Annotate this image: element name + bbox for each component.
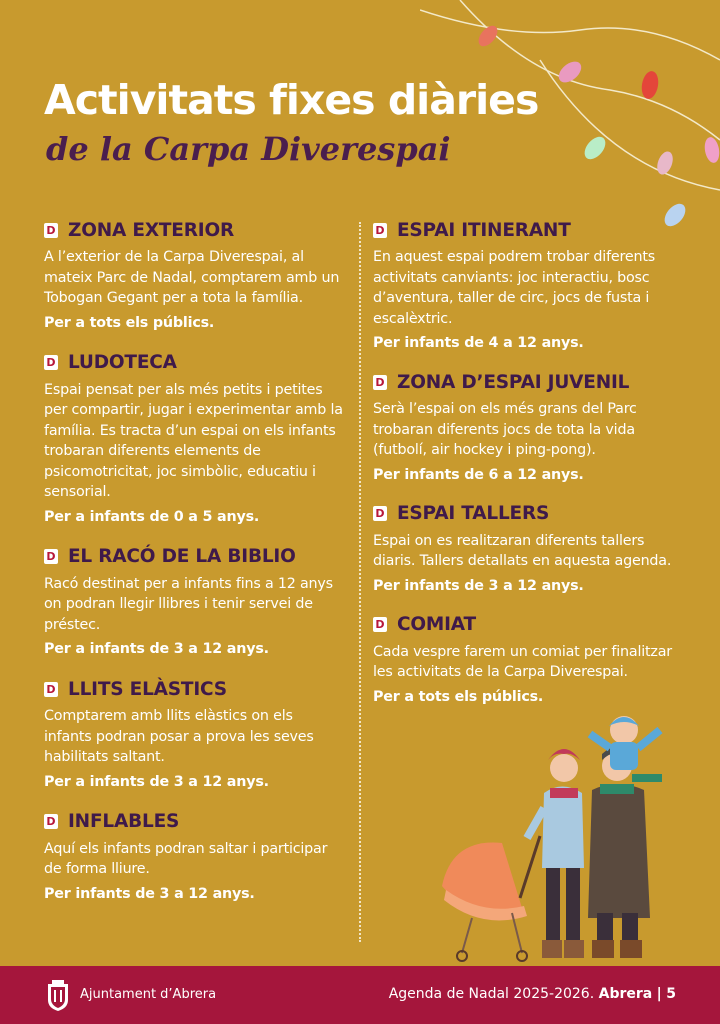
activity-ludoteca <box>44 351 344 525</box>
activity-audience: Per a tots els públics. <box>373 688 544 705</box>
activity-audience: Per a infants de 3 a 12 anys. <box>44 773 269 790</box>
activity-audience: Per a infants de 3 a 12 anys. <box>44 641 269 657</box>
left-column <box>44 218 344 922</box>
town-name: Abrera <box>598 986 653 1002</box>
activity-description: Cada vespre farem un comiat per finalitzar les activitats de la Carpa Diverespai. <box>373 643 672 680</box>
activity-description: Espai on es realitzaran diferents tallers diaris. Tallers detallats en aquesta agenda. <box>373 532 672 569</box>
activity-audience: Per a tots els públics. <box>44 314 215 331</box>
d-logo-icon: D <box>373 375 387 390</box>
activity-espai-tallers <box>373 502 673 594</box>
activity-audience: Per infants de 6 a 12 anys. <box>373 466 584 483</box>
activity-description: A l’exterior de la Carpa Diverespai, al mateix Parc de Nadal, comptarem amb un Tobogan Gegant per a tota la família. <box>44 249 340 306</box>
light-bulb-icon <box>475 22 720 230</box>
activity-espai-itinerant <box>373 218 673 351</box>
publication-name: Agenda de Nadal 2025-2026. <box>388 986 595 1002</box>
footer-separator: | <box>656 986 662 1002</box>
activity-description: Aquí els infants podran saltar i participar de forma lliure. <box>44 840 328 877</box>
family-illustration <box>432 708 680 970</box>
activity-espai-juvenil <box>373 370 673 483</box>
activity-title: ESPAI TALLERS <box>397 503 550 524</box>
activity-audience: Per infants de 3 a 12 anys. <box>373 577 584 594</box>
activity-comiat <box>373 613 673 705</box>
page-footer <box>0 966 720 1024</box>
string-lights-decoration <box>420 0 720 250</box>
activity-audience: Per infants de 3 a 12 anys. <box>44 885 255 902</box>
activity-title: INFLABLES <box>68 811 180 832</box>
activity-audience: Per a infants de 0 a 5 anys. <box>44 508 260 525</box>
d-logo-icon: D <box>373 506 387 521</box>
d-logo-icon: D <box>373 223 387 238</box>
activity-description: En aquest espai podrem trobar diferents activitats canviants: joc interactiu, bosc d’aventura, taller de circ, jocs de fusta i escalèxtric. <box>373 249 655 327</box>
activity-llits-elastics <box>44 677 344 790</box>
page-title: Activitats fixes diàries <box>44 76 539 124</box>
footer-publication-info <box>389 986 676 1002</box>
activity-inflables <box>44 810 344 902</box>
stroller-icon <box>442 836 540 961</box>
town-crest-icon <box>46 980 70 1012</box>
activity-description: Espai pensat per als més petits i petites per compartir, jugar i experimentar amb la família. Es tracta d’un espai on els infants trobaran diferents elements de psicomotricitat, joc simbòlic, educatiu i sensorial. <box>44 381 343 500</box>
d-logo-icon: D <box>44 355 58 370</box>
d-logo-icon: D <box>44 223 58 238</box>
activity-title: ZONA D’ESPAI JUVENIL <box>397 371 630 393</box>
activity-title: ESPAI ITINERANT <box>397 219 571 241</box>
d-logo-icon: D <box>44 549 58 564</box>
page-subtitle: de la Carpa Diverespai <box>46 130 451 168</box>
activity-description: Racó destinat per a infants fins a 12 anys on podran llegir llibres i tenir servei de préstec. <box>44 575 333 633</box>
right-column <box>373 218 673 724</box>
page-number: 5 <box>666 986 676 1002</box>
activity-description: Comptarem amb llits elàstics on els infants podran posar a prova les seves habilitats saltant. <box>44 708 314 765</box>
activity-audience: Per infants de 4 a 12 anys. <box>373 335 584 351</box>
organization-name: Ajuntament d’Abrera <box>80 987 217 1002</box>
activity-title: EL RACÓ DE LA BIBLIO <box>68 546 296 567</box>
d-logo-icon: D <box>44 682 58 697</box>
column-divider <box>359 222 361 942</box>
activity-title: COMIAT <box>397 614 476 635</box>
activity-raco-biblio <box>44 545 344 658</box>
activity-title: LLITS ELÀSTICS <box>68 678 227 700</box>
activity-description: Serà l’espai on els més grans del Parc trobaran diferents jocs de tota la vida (futbolí, air hockey i ping-pong). <box>373 401 637 458</box>
d-logo-icon: D <box>44 814 58 829</box>
activity-title: ZONA EXTERIOR <box>68 219 235 241</box>
d-logo-icon: D <box>373 617 387 632</box>
activity-zona-exterior <box>44 218 344 331</box>
activity-title: LUDOTECA <box>68 352 177 373</box>
